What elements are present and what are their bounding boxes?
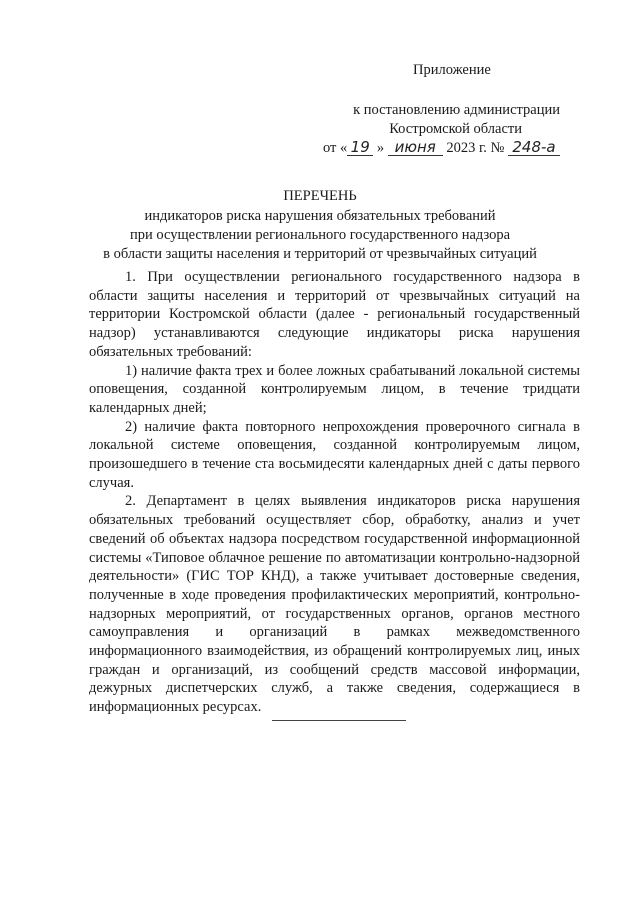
heading-line-3: в области защиты населения и территорий от чрезвычайных ситуаций — [103, 246, 537, 262]
date-month-handwritten: июня — [388, 140, 443, 156]
heading-line-1: индикаторов риска нарушения обязательных требований — [144, 208, 496, 224]
appendix-label: Приложение — [413, 62, 491, 78]
date-prefix: от « — [322, 140, 348, 156]
document-body — [89, 268, 580, 717]
date-day-handwritten: 19 — [347, 140, 373, 156]
paragraph-item-2: 2) наличие факта повторного непрохождения проверочного сигнала в локальной системе оповещения, созданной контролируемым лицом, произошедшего в течение ста восьмидесяти календарных дней с даты первого случая. — [89, 418, 580, 491]
document-heading — [0, 187, 640, 264]
heading-title: ПЕРЕЧЕНЬ — [283, 188, 357, 204]
date-year: 2023 г. № — [446, 140, 505, 156]
paragraph-2: 2. Департамент в целях выявления индикаторов риска нарушения обязательных требований осуществляет сбор, обработку, анализ и учет сведений об объектах надзора посредством государственной информационной системы «Типовое облачное решение по автоматизации контрольно-надзорной деятельности» (ГИС ТОР КНД), а также учитывает достоверные сведения, полученные в ходе проведения профилактических мероприятий, контрольно-надзорных мероприятий, от государственных органов, органов местного самоуправления и организаций в рамках межведомственного информационного взаимодействия, из обращений контролируемых лиц, иных граждан и организаций, из сообщений средств массовой информации, дежурных диспетчерских служб, а также сведения, содержащиеся в информационных ресурсах. — [89, 493, 580, 716]
heading-line-2: при осуществлении регионального государственного надзора — [129, 227, 511, 243]
paragraph-item-1: 1) наличие факта трех и более ложных срабатываний локальной системы оповещения, созданной контролируемым лицом, в течение тридцати календарных дней; — [89, 362, 580, 416]
paragraph-1: 1. При осуществлении регионального государственного надзора в области защиты населения и территорий от чрезвычайных ситуаций на территории Костромской области (далее - региональный государственный надзор) устанавливаются следующие индикаторы риска нарушения обязательных требований: — [89, 269, 580, 360]
closing-divider — [272, 720, 406, 721]
resolution-line-1: к постановлению администрации — [353, 102, 560, 118]
resolution-line-2: Костромской области — [389, 121, 522, 137]
resolution-reference — [260, 101, 560, 158]
doc-number-handwritten: 248-а — [508, 140, 560, 156]
resolution-date-line — [260, 139, 560, 158]
date-mid: » — [376, 140, 385, 156]
